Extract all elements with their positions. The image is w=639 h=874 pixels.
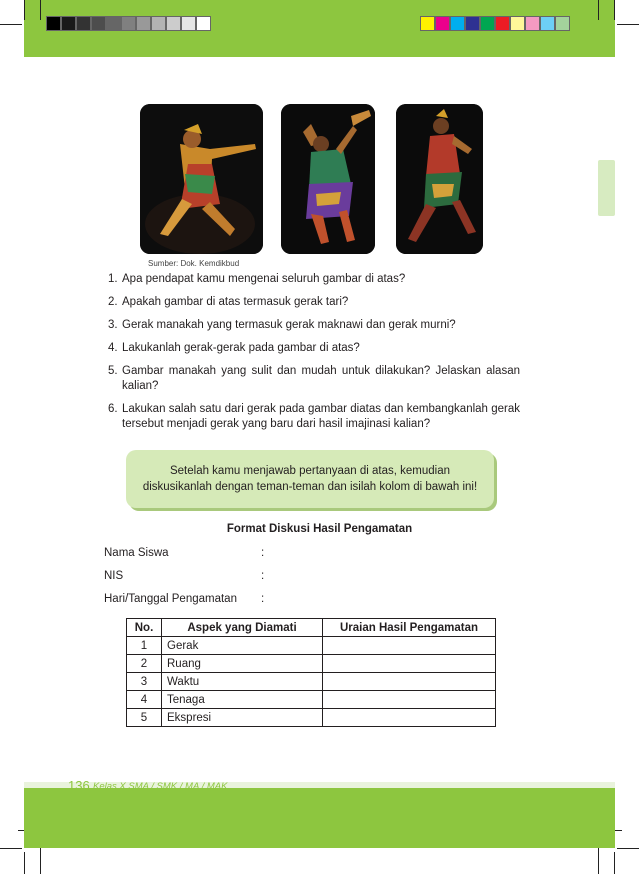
crop-mark [617, 848, 639, 849]
cell-aspek: Ruang [162, 655, 323, 673]
color-swatch [121, 16, 136, 31]
list-item: 6. Lakukan salah satu dari gerak pada gambar diatas dan kembangkanlah gerak tersebut menjadi gerak yang baru dari hasil imajinasi kalian? [108, 403, 520, 430]
color-swatch [151, 16, 166, 31]
format-title: Format Diskusi Hasil Pengamatan [226, 523, 413, 535]
color-swatch [465, 16, 480, 31]
color-swatch [510, 16, 525, 31]
color-swatch [480, 16, 495, 31]
crop-mark [0, 848, 22, 849]
color-swatch [106, 16, 121, 31]
cell-uraian[interactable] [323, 655, 496, 673]
color-swatch [420, 16, 435, 31]
color-swatch [525, 16, 540, 31]
dancer-kneeling-photo [396, 104, 483, 254]
color-swatch [555, 16, 570, 31]
cell-no: 4 [127, 691, 162, 709]
field-label-nama: Nama Siswa [104, 547, 169, 559]
table-row [127, 691, 496, 709]
field-colon: : [261, 593, 265, 605]
callout-line: Setelah kamu menjawab pertanyaan di atas, kemudian [169, 465, 450, 477]
cell-aspek: Ekspresi [162, 709, 323, 727]
table-header-row [127, 619, 496, 637]
list-item: 4. Lakukanlah gerak-gerak pada gambar di atas? [108, 342, 360, 354]
cell-uraian[interactable] [323, 709, 496, 727]
cell-aspek: Tenaga [162, 691, 323, 709]
color-swatch [136, 16, 151, 31]
dancer-lunge-photo [140, 104, 263, 254]
cell-no: 5 [127, 709, 162, 727]
cell-uraian[interactable] [323, 691, 496, 709]
cell-no: 2 [127, 655, 162, 673]
list-item: 3. Gerak manakah yang termasuk gerak maknawi dan gerak murni? [108, 319, 456, 331]
book-title: Kelas X SMA / SMK / MA / MAK [93, 781, 228, 792]
color-swatch [196, 16, 211, 31]
table-row [127, 709, 496, 727]
color-swatch [540, 16, 555, 31]
crop-mark [614, 852, 615, 874]
color-swatch [181, 16, 196, 31]
column-header-no: No. [127, 619, 162, 637]
color-swatch [46, 16, 61, 31]
callout-line: diskusikanlah dengan teman-teman dan isilah kolom di bawah ini! [142, 481, 478, 493]
list-item: 5. Gambar manakah yang sulit dan mudah untuk dilakukan? Jelaskan alasan kalian? [108, 365, 520, 392]
cell-aspek: Gerak [162, 637, 323, 655]
color-swatch [166, 16, 181, 31]
observation-table [126, 618, 496, 727]
color-swatch [61, 16, 76, 31]
grayscale-color-bar [46, 16, 211, 31]
cell-no: 1 [127, 637, 162, 655]
table-row [127, 655, 496, 673]
field-colon: : [261, 547, 265, 559]
cell-uraian[interactable] [323, 637, 496, 655]
cmyk-color-bar [420, 16, 570, 31]
figure-caption: Sumber: Dok. Kemdikbud [148, 259, 240, 268]
table-row [127, 637, 496, 655]
bottom-green-bar [24, 788, 615, 848]
field-colon: : [261, 570, 265, 582]
crop-mark [24, 852, 25, 874]
question-list [108, 272, 520, 440]
cell-aspek: Waktu [162, 673, 323, 691]
crop-mark [24, 0, 25, 20]
field-label-nis: NIS [104, 570, 124, 582]
column-header-aspek: Aspek yang Diamati [162, 619, 323, 637]
page-number: 136 [68, 778, 90, 793]
color-swatch [450, 16, 465, 31]
crop-mark [0, 24, 22, 25]
field-label-tanggal: Hari/Tanggal Pengamatan [104, 593, 237, 605]
table-row [127, 673, 496, 691]
crop-mark [40, 0, 41, 20]
list-item: 2. Apakah gambar di atas termasuk gerak tari? [108, 296, 349, 308]
side-tab-marker [598, 160, 615, 216]
crop-mark [614, 0, 615, 20]
color-swatch [76, 16, 91, 31]
color-swatch [91, 16, 106, 31]
cell-no: 3 [127, 673, 162, 691]
dancer-arms-raised-photo [281, 104, 375, 254]
list-item: 1. Apa pendapat kamu mengenai seluruh gambar di atas? [108, 273, 406, 285]
cell-uraian[interactable] [323, 673, 496, 691]
color-swatch [495, 16, 510, 31]
crop-mark [617, 24, 639, 25]
instruction-callout [126, 450, 494, 508]
color-swatch [435, 16, 450, 31]
column-header-uraian: Uraian Hasil Pengamatan [323, 619, 496, 637]
crop-mark [598, 0, 599, 20]
